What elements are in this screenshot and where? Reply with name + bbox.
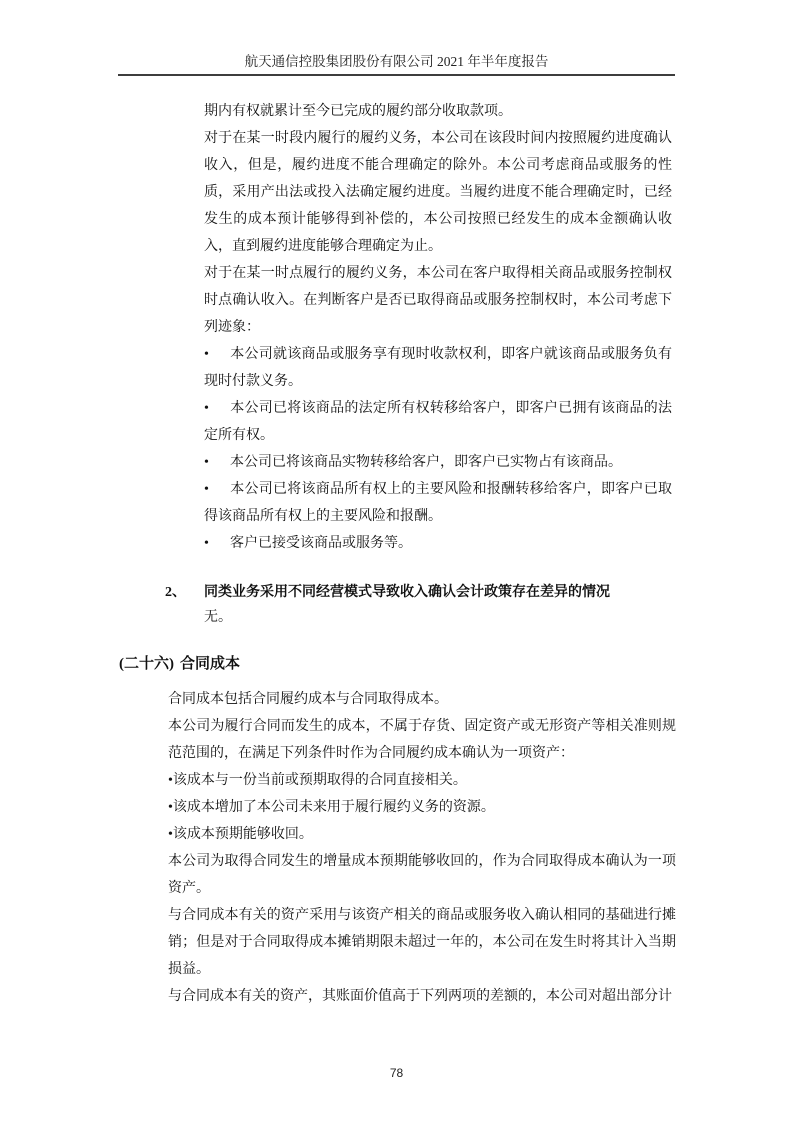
bullet-item xyxy=(204,395,672,449)
paragraph: 与合同成本有关的资产，其账面价值高于下列两项的差额的，本公司对超出部分计 xyxy=(168,989,672,1004)
bullet-item xyxy=(204,476,672,530)
paragraph: 与合同成本有关的资产采用与该资产相关的商品或服务收入确认相同的基础进行摊销；但是对于合同取得成本摊销期限未超过一年的，本公司在发生时将其计入当期损益。 xyxy=(168,908,676,977)
paragraph: 本公司为取得合同发生的增量成本预期能够收回的，作为合同取得成本确认为一项资产。 xyxy=(168,854,676,896)
bullet-item xyxy=(204,449,672,476)
bullet-text: 本公司就该商品或服务享有现时收款权利，即客户就该商品或服务负有现时付款义务。 xyxy=(204,347,672,389)
revenue-recognition-section xyxy=(204,98,672,557)
bullet-item: •该成本与一份当前或预期取得的合同直接相关。 xyxy=(168,773,467,788)
section-26-number: (二十六) xyxy=(119,656,174,672)
subheading-2 xyxy=(165,579,685,606)
page-header-title: 航天通信控股集团股份有限公司 2021 年半年度报告 xyxy=(244,54,549,69)
paragraph: 本公司为履行合同而发生的成本，不属于存货、固定资产或无形资产等相关准则规范范围的，在满足下列条件时作为合同履约成本确认为一项资产： xyxy=(168,719,676,761)
bullet-item xyxy=(204,341,672,395)
section-26-heading xyxy=(119,651,240,678)
paragraph: 对于在某一时段内履行的履约义务，本公司在该段时间内按照履约进度确认收入，但是，履约进度不能合理确定的除外。本公司考虑商品或服务的性质，采用产出法或投入法确定履约进度。当履约进度不能合理确定时，已经发生的成本预计能够得到补偿的，本公司按照已经发生的成本金额确认收入，直到履约进度能够合理确定为止。 xyxy=(204,131,672,254)
bullet-item: •该成本增加了本公司未来用于履行履约义务的资源。 xyxy=(168,800,495,815)
bullet-icon: • xyxy=(204,347,209,362)
bullet-text: 客户已接受该商品或服务等。 xyxy=(230,536,412,551)
bullet-icon: • xyxy=(204,482,209,497)
bullet-icon: • xyxy=(204,536,209,551)
contract-cost-section xyxy=(168,686,676,1010)
bullet-text: 本公司已将该商品的法定所有权转移给客户，即客户已拥有该商品的法定所有权。 xyxy=(204,401,672,443)
bullet-item: •该成本预期能够收回。 xyxy=(168,827,313,842)
bullet-text: 本公司已将该商品所有权上的主要风险和报酬转移给客户，即客户已取得该商品所有权上的主要风险和报酬。 xyxy=(204,482,672,524)
section-26-title: 合同成本 xyxy=(180,656,241,672)
subheading-2-number: 2、 xyxy=(165,585,186,600)
header-rule xyxy=(118,74,675,76)
bullet-text: 本公司已将该商品实物转移给客户，即客户已实物占有该商品。 xyxy=(230,455,622,470)
paragraph: 合同成本包括合同履约成本与合同取得成本。 xyxy=(168,692,448,707)
subheading-2-body: 无。 xyxy=(204,610,232,625)
page-number: 78 xyxy=(389,1066,404,1080)
bullet-icon: • xyxy=(204,401,209,416)
subheading-2-title: 同类业务采用不同经营模式导致收入确认会计政策存在差异的情况 xyxy=(204,585,610,600)
bullet-icon: • xyxy=(204,455,209,470)
bullet-item xyxy=(204,530,672,557)
paragraph: 对于在某一时点履行的履约义务，本公司在客户取得相关商品或服务控制权时点确认收入。在判断客户是否已取得商品或服务控制权时，本公司考虑下列迹象： xyxy=(204,266,672,335)
paragraph: 期内有权就累计至今已完成的履约部分收取款项。 xyxy=(204,104,512,119)
